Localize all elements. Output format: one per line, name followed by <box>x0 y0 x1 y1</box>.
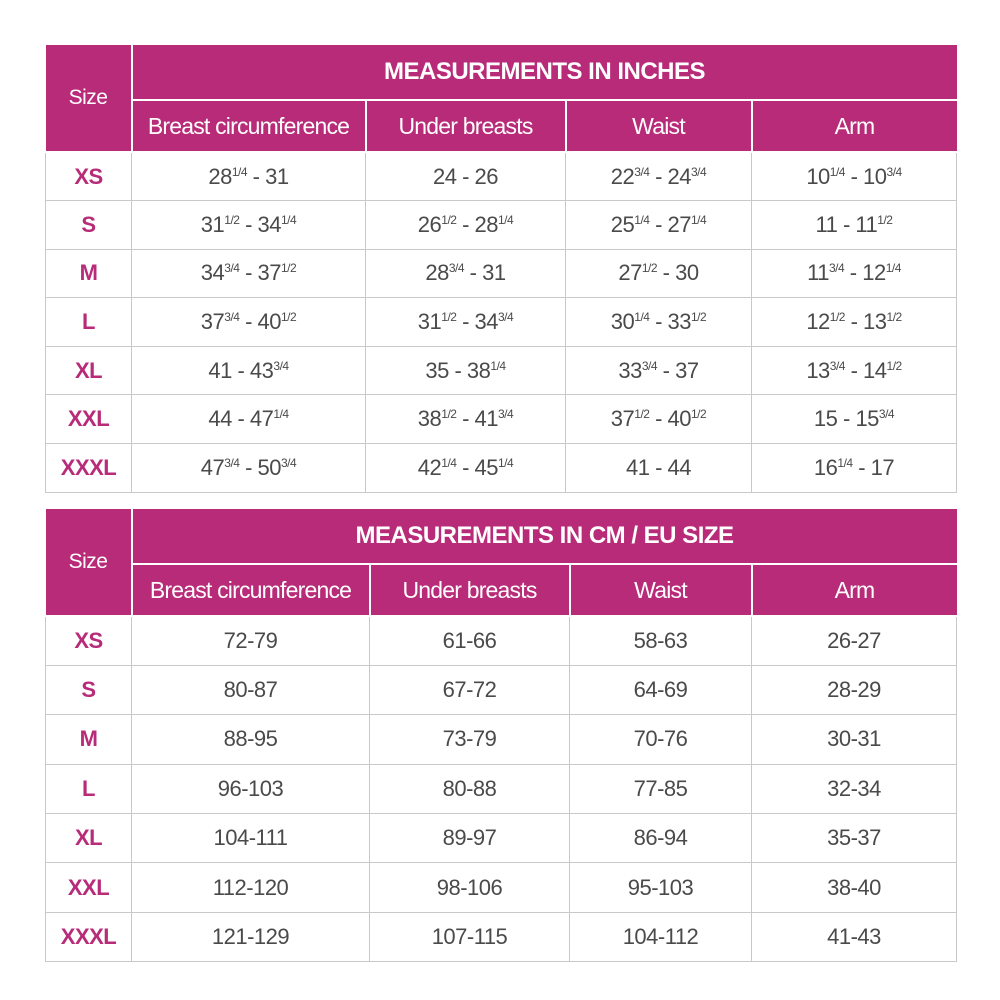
size-label: XXL <box>46 395 132 444</box>
measurement-fraction: 1/2 <box>441 310 457 325</box>
column-header-waist: Waist <box>566 100 752 152</box>
measurement-cell <box>566 201 752 250</box>
measurement-whole: 37 <box>200 309 225 335</box>
measurement-fraction: 1/2 <box>641 261 658 276</box>
measurement-whole: 22 <box>610 163 635 189</box>
measurement-fraction: 1/4 <box>885 261 901 276</box>
measurement-fraction: 3/4 <box>829 358 845 373</box>
size-label: XXXL <box>46 444 132 493</box>
measurement-cell <box>566 298 752 347</box>
measurement-cell: 89-97 <box>370 814 570 863</box>
measurement-cell: 30-31 <box>752 715 957 764</box>
measurement-cell: 61-66 <box>370 616 570 665</box>
measurement-whole: - 34 <box>456 309 498 335</box>
measurement-fraction: 1/4 <box>498 455 514 470</box>
measurement-cell <box>752 298 957 347</box>
measurement-cell: 38-40 <box>752 863 957 912</box>
measurement-cell <box>366 444 566 493</box>
measurement-cell: 73-79 <box>370 715 570 764</box>
cm-size-table <box>45 509 957 962</box>
table-row <box>46 249 957 298</box>
cm-table-body <box>46 616 957 962</box>
measurement-cell: 121-129 <box>132 912 370 961</box>
measurement-cell <box>566 444 752 493</box>
measurement-fraction: 1/4 <box>829 164 845 179</box>
table-row <box>46 395 957 444</box>
measurement-cell <box>132 201 366 250</box>
measurement-whole: 24 - 26 <box>433 163 498 189</box>
measurement-cell <box>752 152 957 201</box>
measurement-cell <box>132 395 366 444</box>
size-label: XXL <box>46 863 132 912</box>
table-row <box>46 201 957 250</box>
measurement-cell: 98-106 <box>370 863 570 912</box>
measurement-cell: 95-103 <box>570 863 752 912</box>
measurement-whole: 13 <box>806 357 830 383</box>
measurement-whole: 11 <box>807 260 829 286</box>
measurement-fraction: 3/4 <box>281 455 297 470</box>
measurement-fraction: 3/4 <box>634 164 650 179</box>
measurement-cell: 86-94 <box>570 814 752 863</box>
size-label: S <box>46 201 132 250</box>
measurement-whole: - 34 <box>239 211 281 237</box>
measurement-fraction: 1/2 <box>441 212 457 227</box>
measurement-cell <box>132 444 366 493</box>
measurement-fraction: 3/4 <box>878 407 895 422</box>
measurement-whole: - 28 <box>456 211 498 237</box>
measurement-whole: - 10 <box>844 163 887 189</box>
measurement-whole: - 50 <box>239 454 281 480</box>
measurement-whole: 28 <box>208 163 232 189</box>
size-label: M <box>46 249 132 298</box>
measurement-cell <box>566 346 752 395</box>
measurement-whole: 12 <box>806 309 830 335</box>
size-label: XS <box>46 616 132 665</box>
measurement-cell: 67-72 <box>370 665 570 714</box>
measurement-fraction: 1/4 <box>691 212 707 227</box>
measurement-whole: 26 <box>417 211 442 237</box>
measurement-whole: 33 <box>618 357 642 383</box>
measurement-whole: - 40 <box>239 309 281 335</box>
measurement-cell <box>366 152 566 201</box>
measurement-fraction: 1/2 <box>691 310 707 325</box>
measurement-cell: 41-43 <box>752 912 957 961</box>
measurement-whole: 11 - 11 <box>815 211 878 237</box>
table-row <box>46 444 957 493</box>
measurement-whole: - 45 <box>456 454 498 480</box>
column-header-breast: Breast circumference <box>132 100 366 152</box>
measurement-whole: - 27 <box>649 211 691 237</box>
measurement-whole: - 40 <box>649 406 691 432</box>
measurement-whole: 38 <box>417 406 442 432</box>
measurement-whole: 35 - 38 <box>425 357 491 383</box>
measurement-whole: - 14 <box>844 357 887 383</box>
column-header-waist: Waist <box>570 564 752 616</box>
measurement-whole: 10 <box>806 163 830 189</box>
measurement-whole: 30 <box>610 309 635 335</box>
inches-size-table <box>45 45 957 493</box>
size-label: XL <box>46 814 132 863</box>
measurement-whole: - 13 <box>844 309 887 335</box>
size-column-header: Size <box>46 509 132 616</box>
measurement-cell <box>566 395 752 444</box>
measurement-cell <box>366 395 566 444</box>
measurement-whole: - 31 <box>247 163 289 189</box>
measurement-fraction: 1/4 <box>281 212 297 227</box>
measurement-whole: - 33 <box>649 309 691 335</box>
table-title: MEASUREMENTS IN INCHES <box>132 45 957 100</box>
measurement-whole: 42 <box>417 454 442 480</box>
column-header-under-breasts: Under breasts <box>366 100 566 152</box>
size-label: XL <box>46 346 132 395</box>
measurement-fraction: 3/4 <box>273 358 289 373</box>
measurement-cell: 80-87 <box>132 665 370 714</box>
measurement-fraction: 1/4 <box>498 212 514 227</box>
table-row <box>46 863 957 912</box>
measurement-cell: 28-29 <box>752 665 957 714</box>
measurement-cell: 80-88 <box>370 764 570 813</box>
column-header-breast: Breast circumference <box>132 564 370 616</box>
measurement-fraction: 1/2 <box>829 310 845 325</box>
measurement-whole: 41 - 44 <box>626 454 691 480</box>
measurement-fraction: 1/4 <box>273 407 289 422</box>
measurement-fraction: 1/4 <box>634 310 650 325</box>
measurement-fraction: 3/4 <box>886 164 902 179</box>
table-row <box>46 346 957 395</box>
measurement-whole: - 37 <box>239 260 281 286</box>
measurement-fraction: 1/2 <box>886 310 902 325</box>
measurement-whole: - 37 <box>657 357 699 383</box>
measurement-whole: - 30 <box>657 260 699 286</box>
size-label: XXXL <box>46 912 132 961</box>
measurement-cell <box>132 152 366 201</box>
measurement-whole: - 12 <box>844 260 886 286</box>
table-row <box>46 764 957 813</box>
measurement-fraction: 1/4 <box>490 358 506 373</box>
measurement-cell: 72-79 <box>132 616 370 665</box>
measurement-fraction: 3/4 <box>224 261 240 276</box>
measurement-cell <box>366 298 566 347</box>
measurement-fraction: 3/4 <box>498 407 514 422</box>
measurement-whole: 16 <box>813 454 838 480</box>
measurement-whole: 31 <box>200 211 225 237</box>
measurement-fraction: 3/4 <box>498 310 514 325</box>
measurement-fraction: 1/4 <box>231 164 248 179</box>
measurement-cell <box>132 298 366 347</box>
size-label: L <box>46 298 132 347</box>
measurement-cell <box>752 444 957 493</box>
measurement-cell <box>132 249 366 298</box>
measurement-cell <box>566 152 752 201</box>
table-row <box>46 814 957 863</box>
measurement-whole: 47 <box>200 454 225 480</box>
measurement-cell <box>132 346 366 395</box>
measurement-fraction: 1/2 <box>441 407 457 422</box>
measurement-cell <box>752 249 957 298</box>
measurement-whole: 44 - 47 <box>208 406 274 432</box>
table-row <box>46 715 957 764</box>
measurement-fraction: 3/4 <box>224 455 240 470</box>
measurement-fraction: 3/4 <box>448 261 465 276</box>
measurement-fraction: 1/2 <box>691 407 707 422</box>
measurement-cell <box>366 201 566 250</box>
measurement-whole: 34 <box>200 260 225 286</box>
measurement-whole: 31 <box>417 309 442 335</box>
measurement-fraction: 1/4 <box>837 455 853 470</box>
measurement-cell: 26-27 <box>752 616 957 665</box>
measurement-fraction: 1/2 <box>281 261 297 276</box>
measurement-whole: - 41 <box>456 406 498 432</box>
measurement-fraction: 1/4 <box>634 212 650 227</box>
measurement-fraction: 1/4 <box>441 455 457 470</box>
measurement-fraction: 1/2 <box>281 310 297 325</box>
measurement-cell: 112-120 <box>132 863 370 912</box>
measurement-whole: - 17 <box>852 454 895 480</box>
measurement-cell: 32-34 <box>752 764 957 813</box>
measurement-cell <box>752 346 957 395</box>
table-row <box>46 152 957 201</box>
measurement-cell: 104-112 <box>570 912 752 961</box>
measurement-cell: 64-69 <box>570 665 752 714</box>
measurement-cell <box>752 201 957 250</box>
size-label: M <box>46 715 132 764</box>
measurement-whole: 28 <box>425 260 449 286</box>
measurement-cell: 88-95 <box>132 715 370 764</box>
measurement-cell <box>566 249 752 298</box>
measurement-whole: 37 <box>610 406 635 432</box>
table-row <box>46 298 957 347</box>
measurement-cell <box>366 249 566 298</box>
measurement-fraction: 1/2 <box>224 212 240 227</box>
measurement-fraction: 1/2 <box>634 407 650 422</box>
measurement-cell <box>752 395 957 444</box>
column-header-arm: Arm <box>752 100 957 152</box>
measurement-whole: 15 - 15 <box>813 406 879 432</box>
measurement-cell: 104-111 <box>132 814 370 863</box>
measurement-cell: 35-37 <box>752 814 957 863</box>
size-label: XS <box>46 152 132 201</box>
measurement-cell: 70-76 <box>570 715 752 764</box>
size-label: L <box>46 764 132 813</box>
measurement-whole: - 24 <box>649 163 691 189</box>
measurement-cell <box>366 346 566 395</box>
size-column-header: Size <box>46 45 132 152</box>
measurement-whole: 41 - 43 <box>208 357 274 383</box>
column-header-arm: Arm <box>752 564 957 616</box>
measurement-fraction: 3/4 <box>641 358 658 373</box>
table-row <box>46 616 957 665</box>
measurement-whole: 25 <box>610 211 635 237</box>
measurement-fraction: 1/2 <box>886 358 902 373</box>
table-row <box>46 665 957 714</box>
measurement-fraction: 3/4 <box>224 310 240 325</box>
measurement-fraction: 3/4 <box>691 164 707 179</box>
inches-table-body <box>46 152 957 492</box>
measurement-whole: 27 <box>618 260 642 286</box>
measurement-whole: - 31 <box>464 260 506 286</box>
table-row <box>46 912 957 961</box>
table-title: MEASUREMENTS IN CM / EU SIZE <box>132 509 957 564</box>
measurement-cell: 77-85 <box>570 764 752 813</box>
measurement-cell: 107-115 <box>370 912 570 961</box>
size-label: S <box>46 665 132 714</box>
measurement-cell: 96-103 <box>132 764 370 813</box>
measurement-fraction: 1/2 <box>877 212 893 227</box>
column-header-under-breasts: Under breasts <box>370 564 570 616</box>
measurement-fraction: 3/4 <box>828 261 845 276</box>
measurement-cell: 58-63 <box>570 616 752 665</box>
